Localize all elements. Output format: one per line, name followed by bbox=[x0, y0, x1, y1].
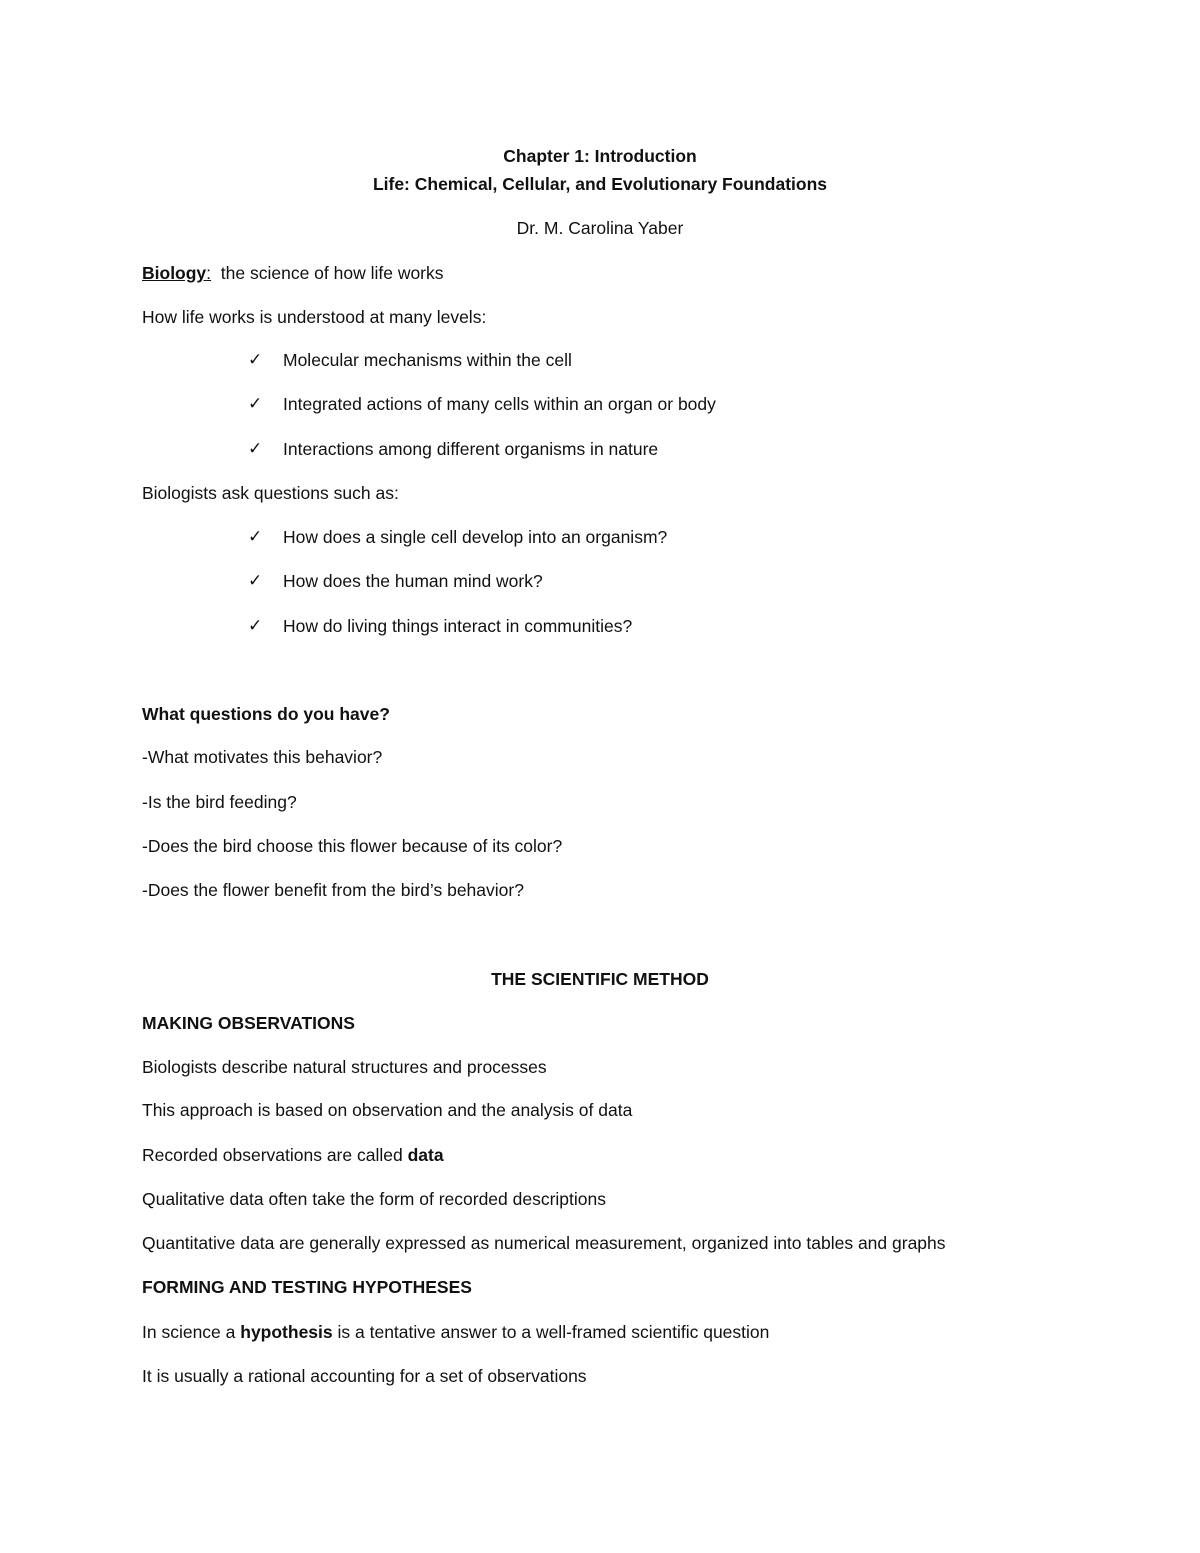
biology-term: Biology bbox=[142, 263, 207, 283]
your-questions-heading: What questions do you have? bbox=[142, 704, 390, 724]
list-item: Interactions among different organisms in nature bbox=[283, 439, 659, 459]
hypotheses-heading: FORMING AND TESTING HYPOTHESES bbox=[142, 1277, 472, 1297]
question-line: -Does the flower benefit from the bird’s behavior? bbox=[142, 880, 524, 900]
list-item: Integrated actions of many cells within an organ or body bbox=[283, 394, 716, 414]
hypothesis-suffix: is a tentative answer to a well-framed scientific question bbox=[332, 1322, 770, 1342]
question-line: -What motivates this behavior? bbox=[142, 747, 383, 767]
hypothesis-term: hypothesis bbox=[240, 1322, 333, 1342]
checkmark-icon: ✓ bbox=[248, 350, 263, 370]
checkmark-icon: ✓ bbox=[248, 527, 263, 547]
list-item: How does the human mind work? bbox=[283, 571, 543, 591]
chapter-title: Chapter 1: Introduction bbox=[503, 146, 697, 166]
paragraph-line: This approach is based on observation and the analysis of data bbox=[142, 1100, 633, 1120]
checkmark-icon: ✓ bbox=[248, 394, 263, 414]
biology-colon: : bbox=[206, 263, 212, 283]
book-title: Life: Chemical, Cellular, and Evolutionary Foundations bbox=[372, 174, 828, 194]
checkmark-icon: ✓ bbox=[248, 439, 263, 459]
list-item: How does a single cell develop into an organism? bbox=[283, 527, 668, 547]
hypothesis-prefix: In science a bbox=[142, 1322, 241, 1342]
paragraph-line: Qualitative data often take the form of recorded descriptions bbox=[142, 1189, 607, 1209]
observations-heading: MAKING OBSERVATIONS bbox=[142, 1013, 355, 1033]
list-item: Molecular mechanisms within the cell bbox=[283, 350, 572, 370]
question-line: -Is the bird feeding? bbox=[142, 792, 297, 812]
levels-intro: How life works is understood at many levels: bbox=[142, 307, 487, 327]
paragraph-line: It is usually a rational accounting for a set of observations bbox=[142, 1366, 587, 1386]
scientific-method-title: THE SCIENTIFIC METHOD bbox=[491, 969, 709, 989]
questions-intro: Biologists ask questions such as: bbox=[142, 483, 399, 503]
checkmark-icon: ✓ bbox=[248, 571, 263, 591]
list-item: How do living things interact in communities? bbox=[283, 616, 633, 636]
paragraph-line: Quantitative data are generally expressed as numerical measurement, organized into tables and graphs bbox=[142, 1233, 946, 1253]
biology-definition-text: the science of how life works bbox=[211, 263, 444, 283]
paragraph-line bbox=[142, 1144, 444, 1166]
question-line: -Does the bird choose this flower because of its color? bbox=[142, 836, 563, 856]
biology-definition bbox=[142, 262, 444, 284]
data-term: data bbox=[407, 1145, 444, 1165]
checkmark-icon: ✓ bbox=[248, 616, 263, 636]
paragraph-line: Biologists describe natural structures and processes bbox=[142, 1057, 547, 1077]
data-sentence-prefix: Recorded observations are called bbox=[142, 1145, 408, 1165]
author-name: Dr. M. Carolina Yaber bbox=[516, 218, 684, 238]
paragraph-line bbox=[142, 1321, 769, 1343]
